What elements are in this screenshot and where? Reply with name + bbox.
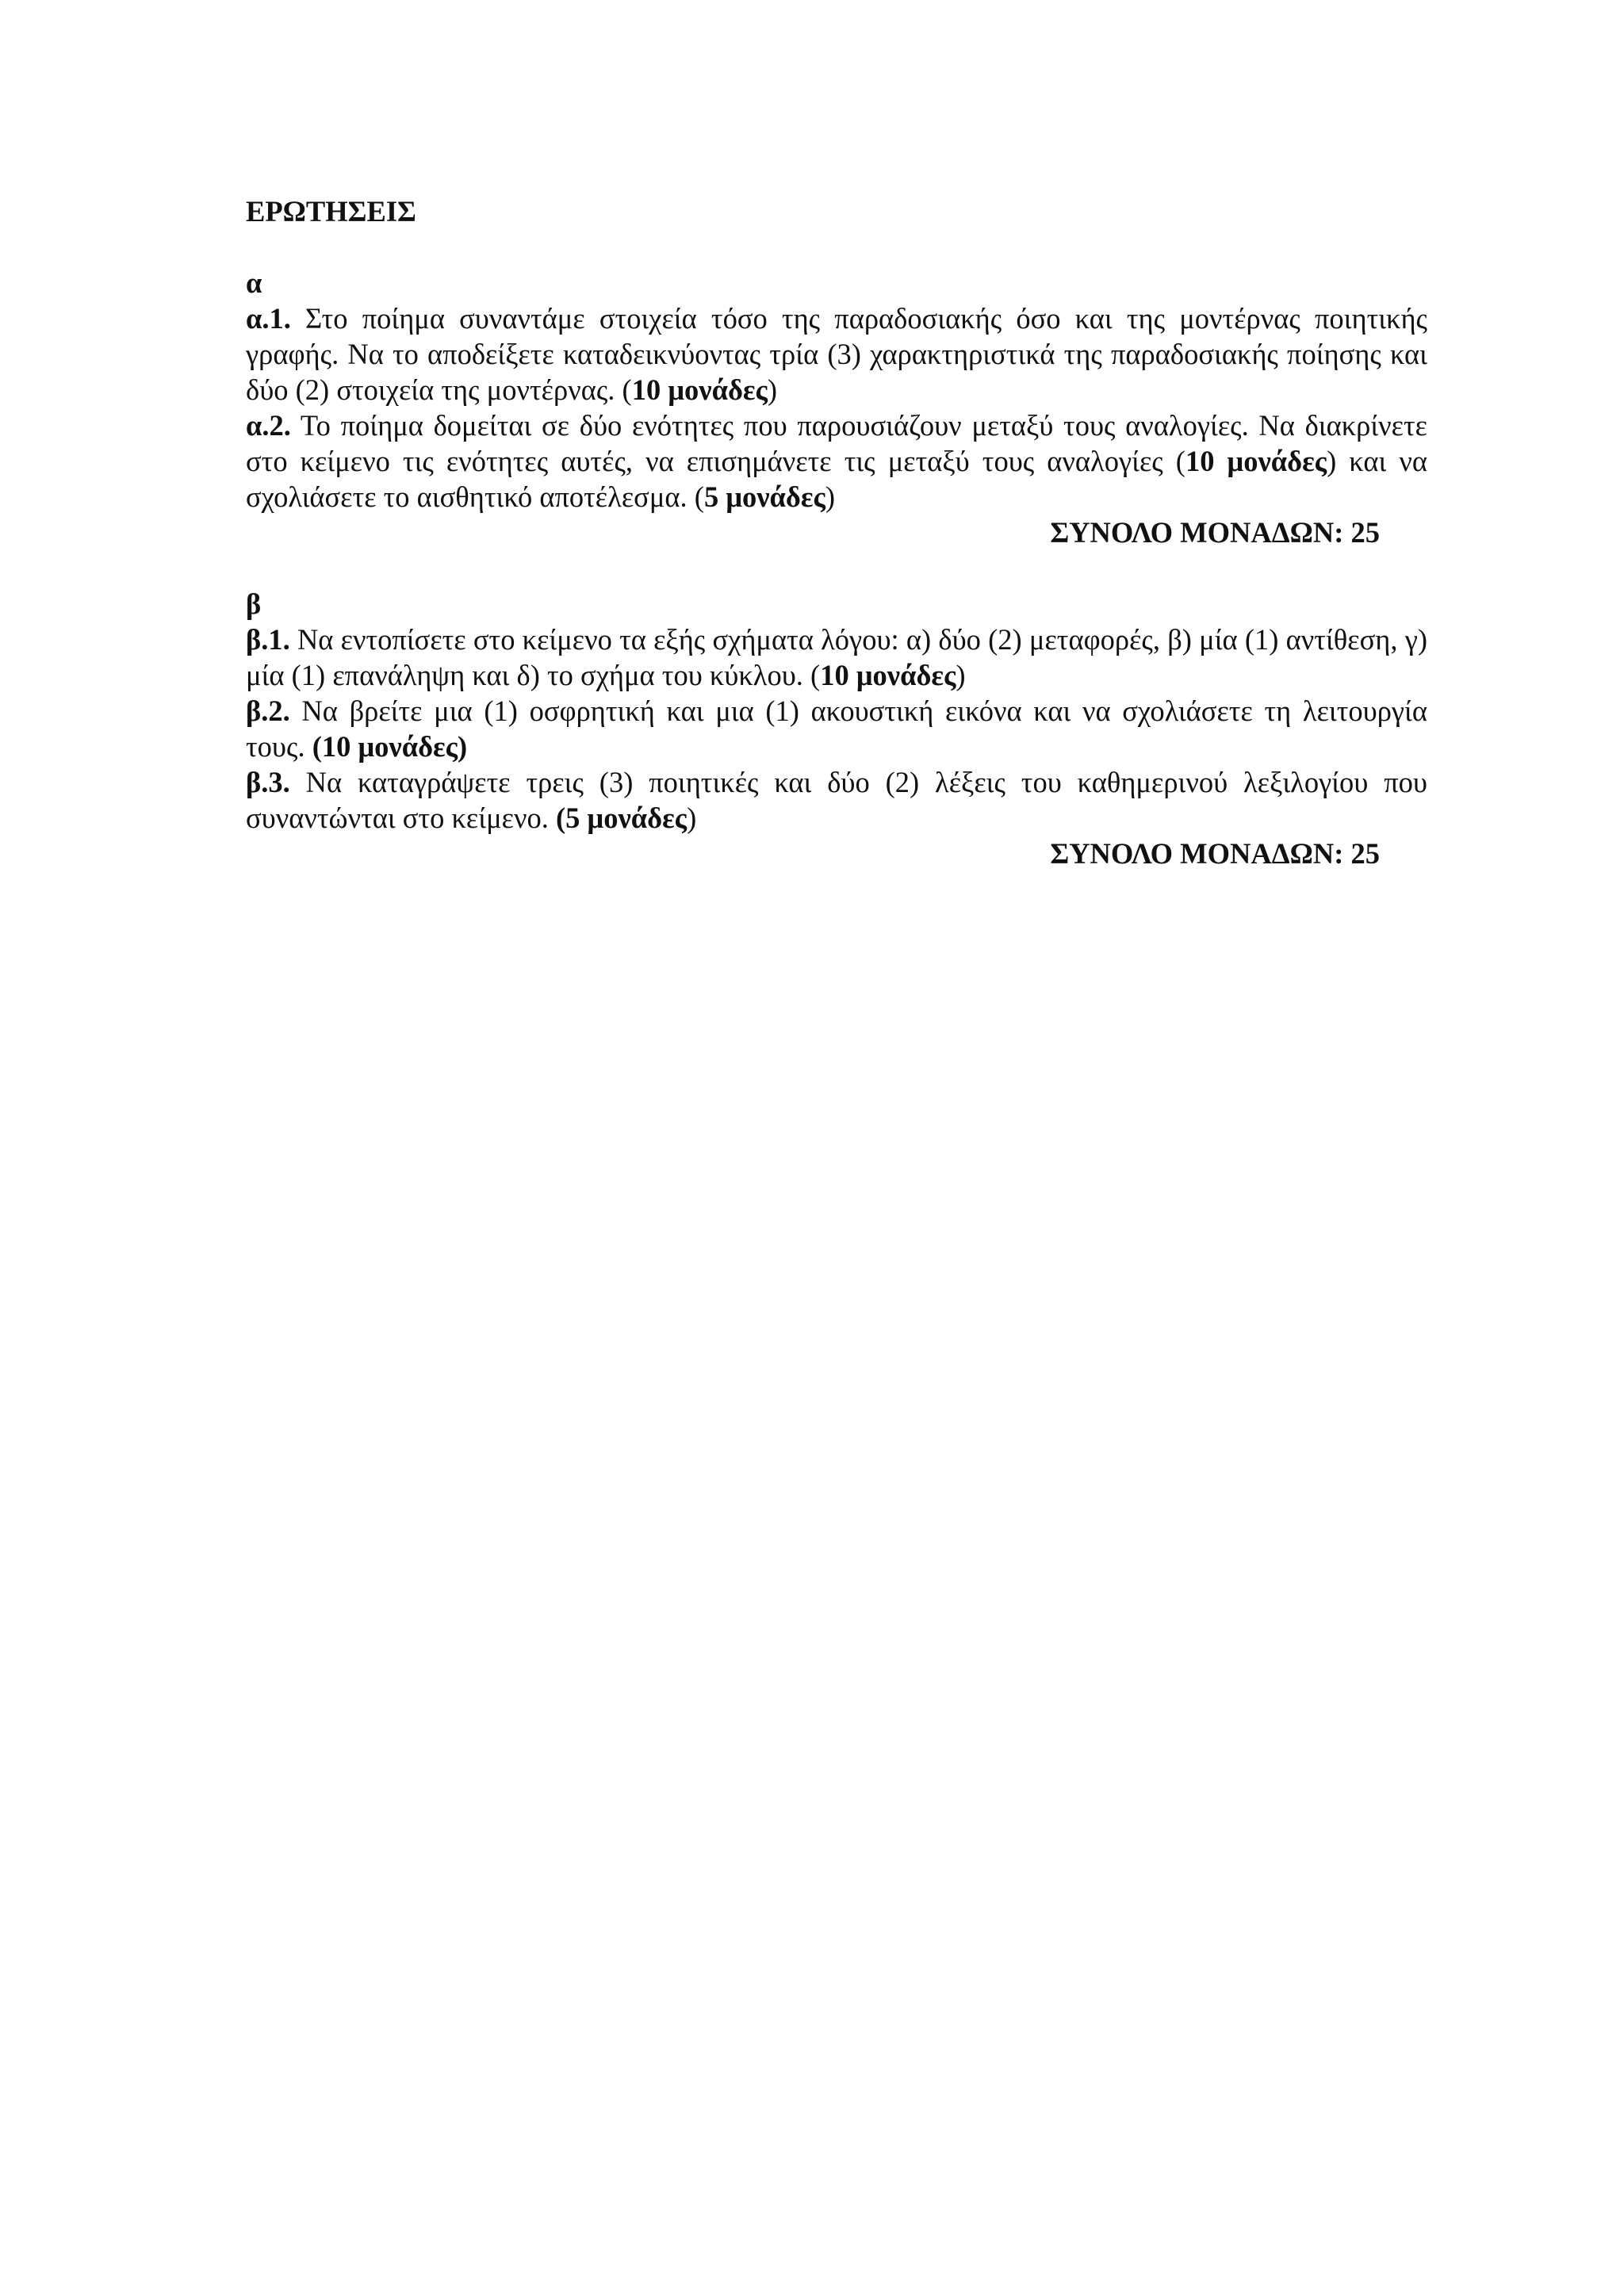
question-b3 [246,764,1427,836]
question-marks: 10 μονάδες [1185,445,1327,477]
question-marks: 10 μονάδες [631,373,768,406]
question-text: Το ποίημα δομείται σε δύο ενότητες που παρουσιάζουν μεταξύ τους αναλογίες. Να διακρίνετε στο κείμενο τις ενότητες αυτές, να επισημάνετε τις μεταξύ τους αναλογίες ( [246,409,1427,477]
question-text: Να βρείτε μια (1) οσφρητική και μια (1) ακουστική εικόνα και να σχολιάσετε τη λειτουργία τους. [246,695,1427,763]
question-text: Να καταγράψετε τρεις (3) ποιητικές και δύο (2) λέξεις του καθημερινού λεξιλογίου που συναντώνται στο κείμενο. [246,766,1427,834]
question-text: Στο ποίημα συναντάμε στοιχεία τόσο της παραδοσιακής όσο και της μοντέρνας ποιητικής γραφής. Να το αποδείξετε καταδεικνύοντας τρία (3) χαρακτηριστικά της παραδοσιακής ποίησης και δύο (2) στοιχεία της μοντέρνας. ( [246,302,1427,406]
section-beta [246,586,1427,871]
question-text-end: ) [767,373,778,406]
spacer [246,229,1427,265]
question-a2 [246,408,1427,515]
question-number: β.2. [246,695,290,727]
section-total: ΣΥΝΟΛΟ ΜΟΝΑΔΩΝ: 25 [1050,837,1380,870]
question-text-mid: ) και να σχολιάσετε το αισθητικό αποτέλεσμα. ( [246,445,1427,513]
question-b2 [246,693,1427,764]
question-number: β.1. [246,623,290,656]
question-number: α.1. [246,302,291,335]
question-marks: (10 μονάδες) [312,730,468,763]
section-letter: β [246,587,262,620]
section-letter: α [246,266,262,299]
section-total: ΣΥΝΟΛΟ ΜΟΝΑΔΩΝ: 25 [1050,516,1380,549]
question-text-end: ) [687,802,697,834]
document-page [246,193,1427,871]
question-marks: 10 μονάδες [820,659,956,691]
question-b1 [246,622,1427,693]
question-text-end: ) [956,659,966,691]
question-marks: (5 μονάδες [555,802,688,834]
page-title: ΕΡΩΤΗΣΕΙΣ [246,195,416,228]
question-number: β.3. [246,766,290,798]
spacer [246,550,1427,586]
question-marks-2: 5 μονάδες [703,480,825,513]
question-number: α.2. [246,409,291,442]
question-text: Να εντοπίσετε στο κείμενο τα εξής σχήματα λόγου: α) δύο (2) μεταφορές, β) μία (1) αντίθεση, γ) μία (1) επανάληψη και δ) το σχήμα του κύκλου. ( [246,623,1427,691]
question-a1 [246,300,1427,408]
question-text-end: ) [825,480,836,513]
section-alpha [246,265,1427,550]
